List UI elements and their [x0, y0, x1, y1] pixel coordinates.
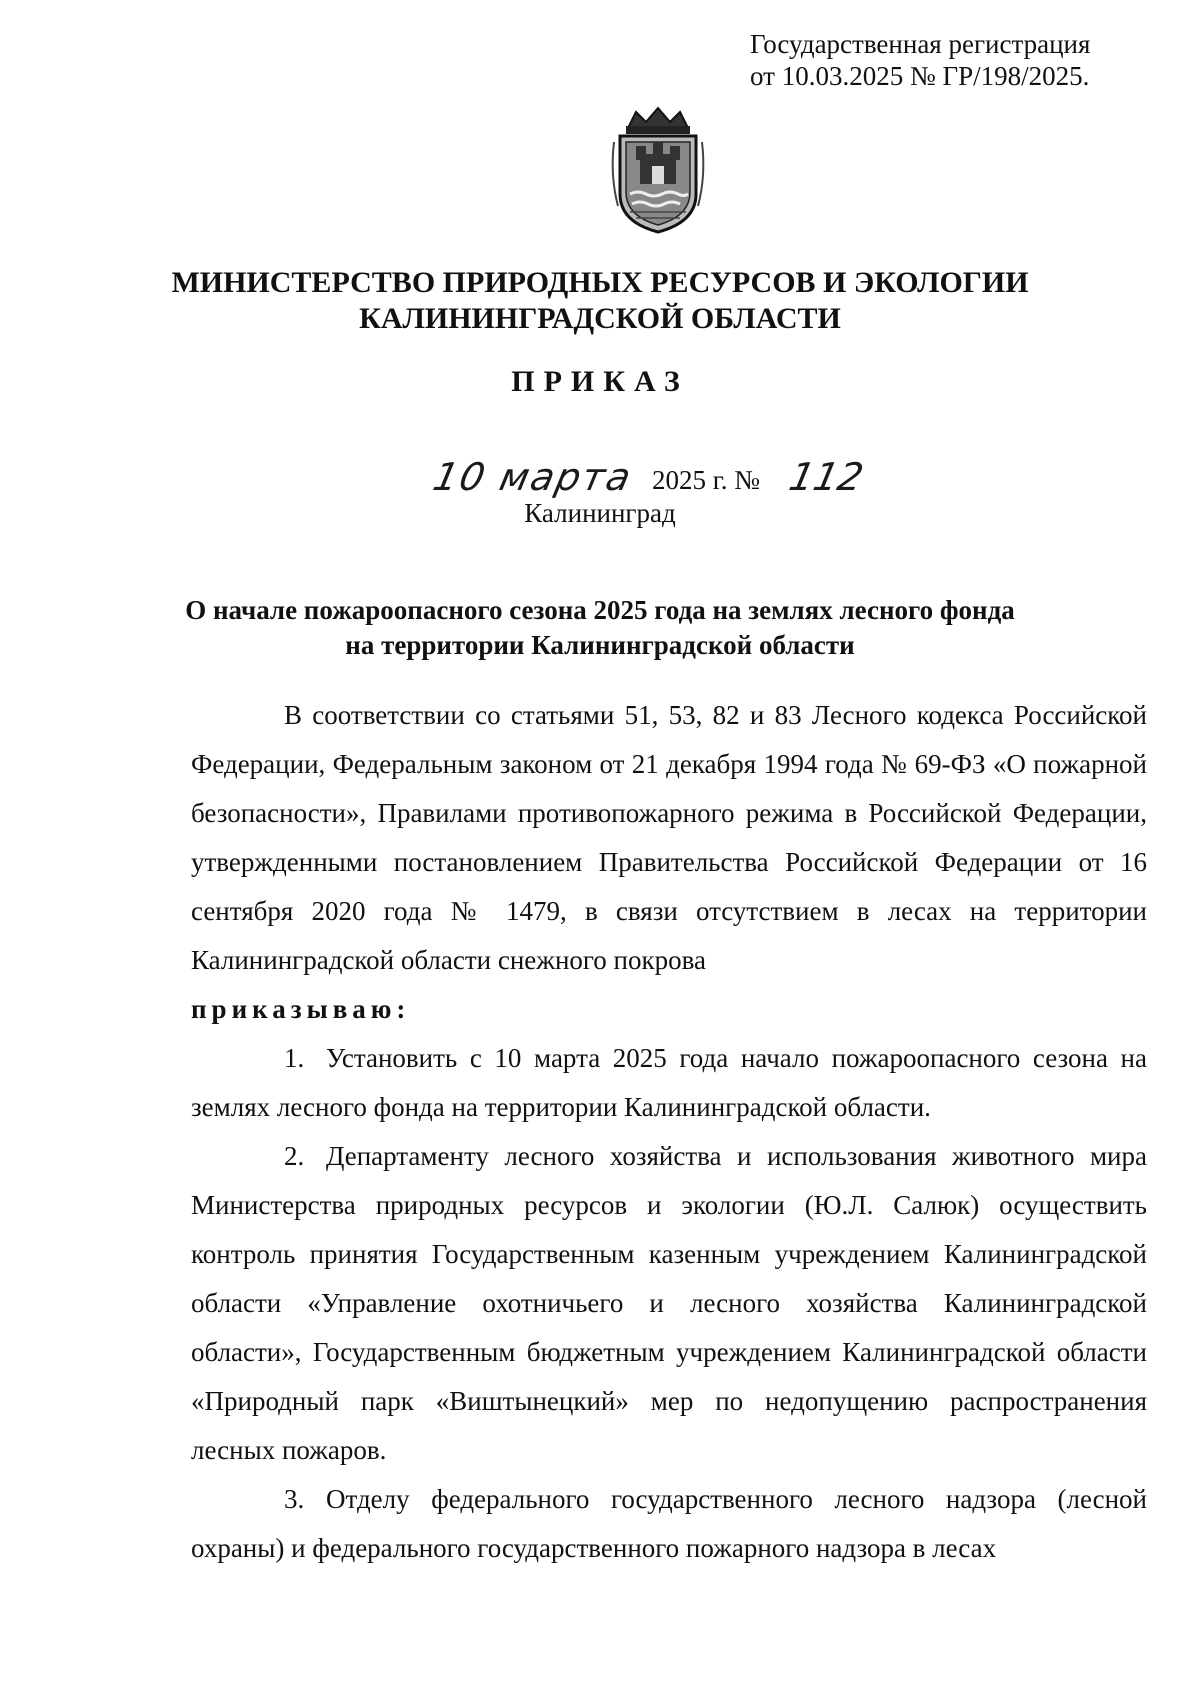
order-subject-line2: на территории Калининградской области — [345, 630, 855, 660]
decree-word: приказываю: — [191, 994, 411, 1024]
registration-stamp — [750, 28, 1170, 92]
document-type-title: ПРИКАЗ — [511, 365, 689, 398]
order-item-1 — [191, 1034, 1147, 1132]
order-item-3 — [191, 1475, 1147, 1573]
coat-of-arms-icon — [606, 106, 710, 236]
ministry-name-line1: МИНИСТЕРСТВО ПРИРОДНЫХ РЕСУРСОВ И ЭКОЛОГИИ — [171, 266, 1029, 299]
order-item-number: 1. — [284, 1043, 305, 1073]
order-item-text: Департаменту лесного хозяйства и использования животного мира Министерства природных ресурсов и экологии (Ю.Л. Салюк) осуществить контроль принятия Государственным казенным учреждением Калининградской области «Управление охотничьего и лесного хозяйства Калининградской области», Государственным бюджетным учреждением Калининградской области «Природный парк «Виштынецкий» мер по недопущению распространения лесных пожаров. — [191, 1141, 1147, 1465]
order-item-text: Установить с 10 марта 2025 года начало пожароопасного сезона на землях лесного фонда на территории Калининградской области. — [191, 1043, 1147, 1122]
order-body — [191, 691, 1147, 1573]
order-item-text: Отделу федерального государственного лесного надзора (лесной охраны) и федерального государственного пожарного надзора в лесах — [191, 1484, 1147, 1563]
registration-label: Государственная регистрация — [750, 29, 1091, 59]
decree-paragraph — [191, 985, 1147, 1034]
ministry-name-line2: КАЛИНИНГРАДСКОЙ ОБЛАСТИ — [359, 302, 841, 335]
order-item-number: 3. — [284, 1484, 305, 1514]
order-city: Калининград — [524, 498, 676, 528]
registration-number: от 10.03.2025 № ГР/198/2025. — [750, 61, 1090, 91]
preamble-paragraph: В соответствии со статьями 51, 53, 82 и 83 Лесного кодекса Российской Федерации, Федеральным законом от 21 декабря 1994 года № 69-ФЗ «О пожарной безопасности», Правилами противопожарного режима в Российской Федерации, утвержденными постановлением Правительства Российской Федерации от 16 сентября 2020 года № 1479, в связи отсутствием в лесах на территории Калининградской области снежного покрова — [191, 700, 1147, 975]
order-item-2 — [191, 1132, 1147, 1475]
handwritten-date: 10 марта — [429, 455, 637, 499]
order-item-number: 2. — [284, 1141, 305, 1171]
order-subject — [100, 593, 1100, 663]
handwritten-order-number: 112 — [785, 455, 868, 499]
order-subject-line1: О начале пожароопасного сезона 2025 года на землях лесного фонда — [185, 595, 1015, 625]
ministry-name — [100, 265, 1100, 337]
order-year-number-label: 2025 г. № — [652, 465, 761, 495]
